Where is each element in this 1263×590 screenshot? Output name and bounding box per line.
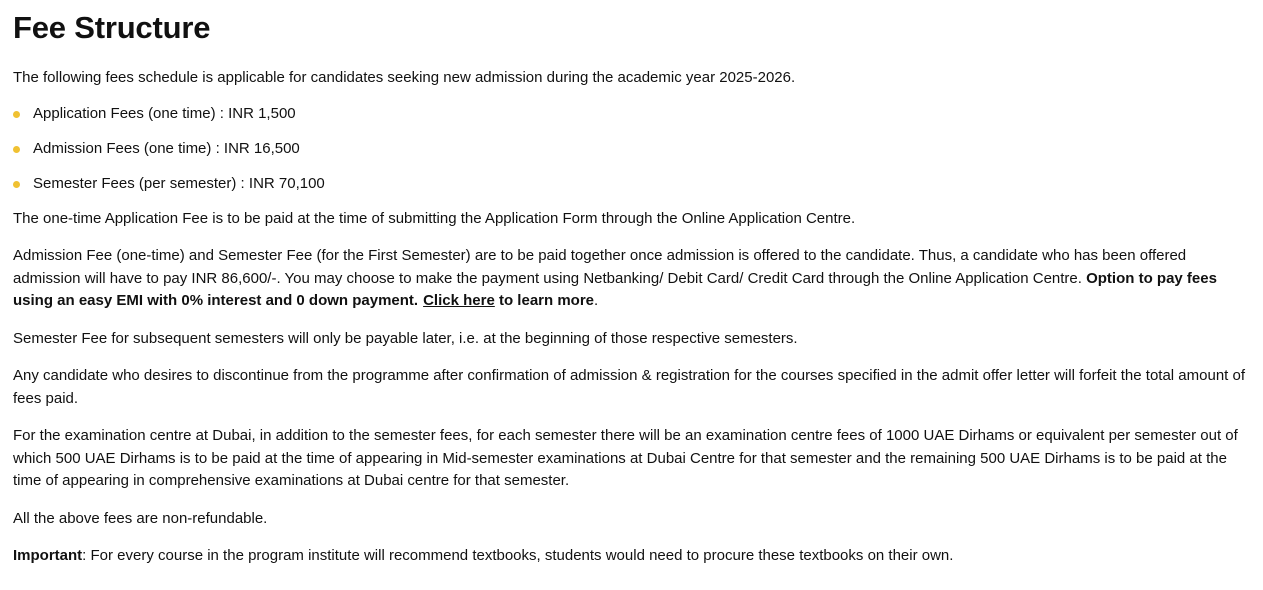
- fee-item-semester: [13, 173, 1250, 195]
- admission-note-end: .: [594, 292, 599, 309]
- bullet-dot-icon: [13, 111, 20, 118]
- dubai-centre-note: For the examination centre at Dubai, in addition to the semester fees, for each semester there will be an examination centre fees of 1000 UAE Dirhams or equivalent per semester out of which 500 UAE Dirhams is to be paid at the time of appearing in Mid-semester examinations at Dubai Centre for that semester and the remaining 500 UAE Dirhams is to be paid at the time of appearing in comprehensive examinations at Dubai centre for that semester.: [13, 427, 1238, 489]
- learn-more-text: to learn more: [494, 292, 595, 309]
- admission-note-text: Admission Fee (one-time) and Semester Fee (for the First Semester) are to be paid together once admission is offered to the candidate. Thus, a candidate who has been offered admission will have to pay INR 86,600/-. You may choose to make the payment using Netbanking/ Debit Card/ Credit Card through the Online Application Centre.: [13, 247, 1187, 287]
- bullet-dot-icon: [13, 181, 20, 188]
- intro-text: The following fees schedule is applicable for candidates seeking new admission during the academic year 2025-2026.: [13, 69, 796, 86]
- important-note: [13, 545, 1250, 568]
- click-here-link[interactable]: Click here: [423, 292, 495, 309]
- fee-item-label: Admission Fees (one time) : INR 16,500: [33, 139, 300, 157]
- fee-item-admission: [13, 138, 1250, 160]
- refund-note: All the above fees are non-refundable.: [13, 509, 268, 527]
- fee-item-label: Application Fees (one time) : INR 1,500: [33, 104, 296, 122]
- bullet-dot-icon: [13, 146, 20, 153]
- emi-option-text: Option to pay fees using an easy EMI with 0% interest and 0 down payment.: [13, 269, 1217, 309]
- page-title: Fee Structure: [13, 10, 211, 45]
- fee-item-application: [13, 103, 1250, 125]
- admission-fee-note: [13, 245, 1250, 313]
- application-fee-note: The one-time Application Fee is to be paid at the time of submitting the Application Form through the Online Application Centre.: [13, 209, 856, 227]
- discontinue-note: Any candidate who desires to discontinue from the programme after confirmation of admission & registration for the courses specified in the admit offer letter will forfeit the total amount of fees paid.: [13, 367, 1245, 407]
- important-text: : For every course in the program institute will recommend textbooks, students would need to procure these textbooks on their own.: [82, 547, 954, 564]
- important-label: Important: [13, 547, 83, 564]
- fee-list: [13, 103, 1250, 195]
- fee-item-label: Semester Fees (per semester) : INR 70,100: [33, 174, 325, 192]
- subsequent-semester-note: Semester Fee for subsequent semesters will only be payable later, i.e. at the beginning of those respective semesters.: [13, 329, 798, 347]
